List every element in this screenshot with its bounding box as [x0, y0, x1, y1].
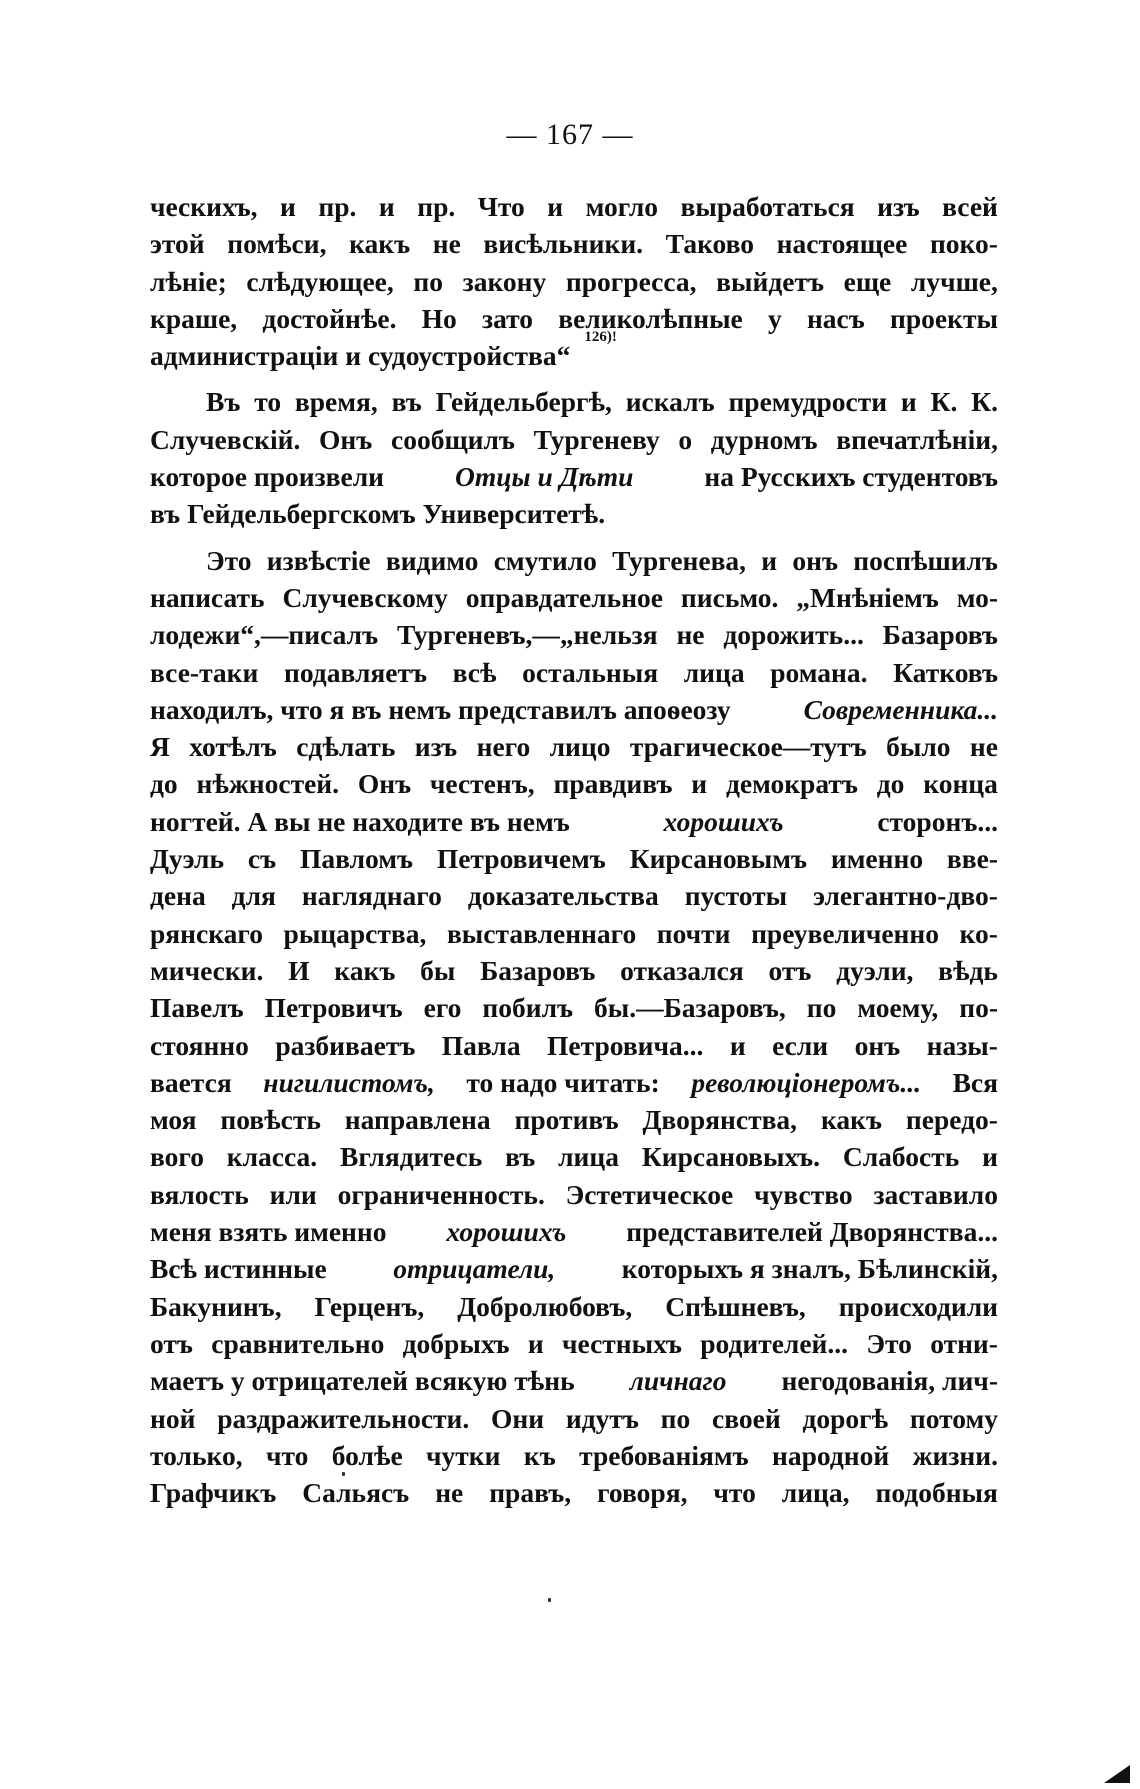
word: мо-: [956, 581, 998, 613]
word: Павломъ: [299, 843, 413, 875]
word: Эстетическое: [565, 1178, 734, 1210]
text-line: [150, 691, 998, 728]
word: рыцарства,: [283, 917, 427, 949]
word: жизни.: [912, 1439, 998, 1471]
word: дена: [150, 880, 206, 912]
word: передо-: [905, 1104, 998, 1136]
text-line: [150, 1325, 998, 1362]
word: зато: [482, 302, 534, 334]
word: демократъ: [725, 768, 858, 800]
word: Дворянства,: [642, 1104, 798, 1136]
word: ческихъ,: [150, 191, 258, 222]
word: Бакунинъ,: [150, 1290, 282, 1322]
word: все-таки: [150, 656, 259, 688]
word: Таково: [665, 228, 755, 260]
line-text: негодованія, лич-: [781, 1365, 998, 1397]
word: бы.—Базаровъ,: [594, 992, 786, 1024]
word: лодежи“,—писалъ: [150, 619, 379, 651]
word: сравнительно: [211, 1327, 385, 1359]
word: сдѣлать: [296, 731, 396, 763]
word: Они: [491, 1402, 545, 1434]
word: настоящее: [776, 228, 908, 260]
text-line: [150, 1064, 998, 1101]
word: Слабость: [842, 1141, 960, 1173]
word: Сальясъ: [302, 1477, 410, 1509]
text-line: [150, 840, 998, 877]
text-line: [150, 1288, 998, 1325]
text-line: [150, 1400, 998, 1437]
text-line: [150, 1027, 998, 1064]
text-line: [150, 542, 998, 579]
word: ограниченность.: [337, 1178, 545, 1210]
word: Но: [421, 302, 457, 334]
word: только,: [150, 1439, 243, 1471]
word: Тургеневу: [533, 423, 660, 455]
word: Я: [150, 731, 170, 763]
word: Вглядитесь: [340, 1141, 483, 1173]
text-line: [150, 1138, 998, 1175]
word: раздражительности.: [217, 1402, 470, 1434]
word: остальныя: [522, 656, 659, 688]
word: видимо: [385, 544, 479, 576]
word: потому: [909, 1402, 998, 1434]
italic-word: личнаго: [629, 1365, 727, 1397]
word: извѣстіе: [266, 544, 371, 576]
word: Базаровъ: [480, 954, 596, 986]
word: бы: [420, 954, 456, 986]
text-line: [150, 579, 998, 616]
text-line: [150, 989, 998, 1026]
word: моя: [150, 1104, 197, 1136]
word: стоянно: [150, 1029, 249, 1061]
word: этой: [150, 228, 205, 260]
word: для: [231, 880, 276, 912]
word: слѣдующее,: [246, 265, 394, 297]
word: мически.: [150, 954, 264, 986]
word: чувство: [754, 1178, 853, 1210]
word: лицо: [549, 731, 611, 763]
word: Тургенева,: [612, 544, 747, 576]
word: К.: [930, 386, 958, 418]
word: И: [288, 954, 310, 986]
word: и: [691, 768, 708, 800]
word: какъ: [820, 1104, 883, 1136]
word: Дуэль: [150, 843, 225, 875]
word: пр.: [417, 191, 456, 222]
text-line: [150, 1213, 998, 1250]
text-line: [150, 458, 998, 495]
italic-title: Современника...: [803, 693, 998, 725]
word: Павелъ: [150, 992, 244, 1024]
word: висѣльники.: [483, 228, 644, 260]
word: прогресса,: [565, 265, 697, 297]
word: отъ: [150, 1327, 193, 1359]
word: своей: [712, 1402, 781, 1434]
word: него: [476, 731, 531, 763]
word: премудрости: [728, 386, 888, 418]
text-line: [150, 383, 998, 420]
word: чутки: [426, 1439, 501, 1471]
word: достойнѣе.: [262, 302, 397, 334]
word: по: [413, 265, 443, 297]
word: и: [527, 1327, 544, 1359]
word: К.: [971, 386, 998, 418]
italic-word: революціонеромъ...: [691, 1066, 922, 1098]
word: нагляднаго: [301, 880, 442, 912]
word: вялость: [150, 1178, 249, 1210]
word: „Мнѣніемъ: [796, 581, 939, 613]
scan-speck: [548, 1598, 551, 1602]
word: изъ: [414, 731, 458, 763]
word: съ: [247, 843, 277, 875]
word: и: [900, 386, 917, 418]
word: что: [713, 1477, 756, 1509]
word: то: [254, 386, 282, 418]
word: дуэли,: [836, 954, 914, 986]
word: и: [982, 1141, 998, 1173]
word: Онъ: [319, 423, 373, 455]
word: лица,: [781, 1477, 850, 1509]
word: выставленнаго: [446, 917, 637, 949]
word: онъ: [854, 1029, 901, 1061]
word: оправдательное: [465, 581, 663, 613]
text-line: [150, 952, 998, 989]
word: романа.: [770, 656, 868, 688]
line-text: Всѣ истинные: [150, 1253, 327, 1285]
word: сообщилъ: [390, 423, 515, 455]
word: дурномъ: [710, 423, 818, 455]
word: Случевскому: [282, 581, 448, 613]
text-line: [150, 877, 998, 914]
word: Это: [206, 544, 252, 576]
word: впечатлѣніи,: [836, 423, 998, 455]
text-line: [150, 803, 998, 840]
word: элегантно-дво-: [813, 880, 998, 912]
text-line: [150, 263, 998, 300]
word: было: [886, 731, 951, 763]
word: честныхъ: [562, 1327, 682, 1359]
italic-word: отрицатели,: [393, 1253, 556, 1285]
word: до: [150, 768, 178, 800]
word: и: [547, 191, 564, 222]
word: его: [423, 992, 462, 1024]
word: Кирсановыхъ.: [641, 1141, 821, 1173]
text-line: [150, 915, 998, 952]
word: еще: [843, 265, 892, 297]
word: Петровичъ: [264, 992, 403, 1024]
text-line: [150, 1250, 998, 1287]
text-line: [150, 654, 998, 691]
word: если: [772, 1029, 829, 1061]
word: Петровича...: [547, 1029, 704, 1061]
word: Герценъ,: [314, 1290, 425, 1322]
text-line: [150, 188, 998, 225]
word: къ: [523, 1439, 556, 1471]
word: поспѣшилъ: [853, 544, 998, 576]
word: именно: [830, 843, 924, 875]
word: происходили: [838, 1290, 998, 1322]
word: дорожить...: [723, 619, 864, 651]
word: великолѣпные: [558, 302, 743, 334]
word: направлена: [344, 1104, 491, 1136]
word: время,: [294, 386, 378, 418]
word: онъ: [792, 544, 839, 576]
text-line: [150, 300, 998, 337]
word: закону: [462, 265, 547, 297]
word: добрыхъ: [402, 1327, 510, 1359]
word: и: [280, 191, 296, 222]
word: болѣе: [331, 1439, 403, 1471]
word: Въ: [206, 386, 241, 418]
word: до: [876, 768, 905, 800]
word: Случевскій.: [150, 423, 301, 455]
word: и: [378, 191, 395, 222]
word: выйдетъ: [716, 265, 824, 297]
line-text: въ Гейдельбергскомъ Университетѣ.: [150, 498, 606, 530]
word: написать: [150, 581, 265, 613]
word: искалъ: [625, 386, 715, 418]
line-text: вается: [150, 1066, 232, 1098]
word: письмо.: [680, 581, 779, 613]
word: помѣси,: [227, 228, 327, 260]
text-line: [150, 421, 998, 458]
word: выработаться: [680, 191, 855, 222]
word: лучше,: [910, 265, 998, 297]
word: Добролюбовъ,: [457, 1290, 633, 1322]
word: поко-: [929, 228, 998, 260]
word: пр.: [318, 191, 357, 222]
word: народной: [772, 1439, 890, 1471]
italic-word: нигилистомъ,: [263, 1066, 435, 1098]
word: не: [435, 1477, 464, 1509]
word: заставило: [873, 1178, 998, 1210]
word: лѣніе;: [150, 265, 227, 297]
word: не: [432, 228, 461, 260]
word: по: [660, 1402, 691, 1434]
word: конца: [923, 768, 998, 800]
word: въ: [505, 1141, 536, 1173]
text-line: [150, 728, 998, 765]
word: почти: [656, 917, 731, 949]
word: отказался: [620, 954, 744, 986]
word: побилъ: [482, 992, 574, 1024]
word: правдивъ: [553, 768, 673, 800]
word: и: [729, 1029, 746, 1061]
word: могло: [585, 191, 659, 222]
word: Павла: [441, 1029, 521, 1061]
word: смутило: [493, 544, 597, 576]
word: назы-: [926, 1029, 998, 1061]
word: краше,: [150, 302, 238, 334]
word: вве-: [946, 843, 998, 875]
line-text: ногтей. А вы не находите въ немъ: [150, 805, 570, 837]
word: не: [969, 731, 998, 763]
word: требованіямъ: [579, 1439, 749, 1471]
word: изъ: [877, 191, 920, 222]
line-text: которыхъ я зналъ, Бѣлинскій,: [621, 1253, 998, 1285]
line-text: Вся: [952, 1066, 998, 1098]
word: по-: [959, 992, 998, 1024]
word: всей: [942, 191, 998, 222]
scan-corner-mark: [1104, 1765, 1130, 1783]
word: какъ: [334, 954, 396, 986]
word: какъ: [349, 228, 411, 260]
word: о: [678, 423, 693, 455]
word: преувеличенно: [751, 917, 939, 949]
word: отъ: [768, 954, 812, 986]
footnote-ref: 126)!: [584, 329, 617, 346]
word: лица: [558, 1141, 619, 1173]
line-text: администраціи и судоустройства“: [150, 340, 571, 372]
word: и: [761, 544, 778, 576]
word: трагическое—тутъ: [629, 731, 867, 763]
word: ко-: [959, 917, 998, 949]
word: что: [265, 1439, 309, 1471]
word: противъ: [514, 1104, 619, 1136]
text-line: [150, 1474, 998, 1511]
word: насъ: [806, 302, 865, 334]
text-line: [150, 329, 998, 374]
word: Базаровъ: [882, 619, 998, 651]
text-line: [150, 1176, 998, 1213]
word: рянскаго: [150, 917, 263, 949]
word: родителей...: [700, 1327, 849, 1359]
word: подобныя: [875, 1477, 998, 1509]
word: Тургеневъ,—„нельзя: [396, 619, 658, 651]
word: Графчикъ: [150, 1477, 277, 1509]
word: моему,: [857, 992, 939, 1024]
text-line: [150, 1437, 998, 1474]
word: Гейдельбергѣ,: [435, 386, 612, 418]
line-text: представителей Дворянства...: [626, 1216, 998, 1248]
italic-title: Отцы и Дѣти: [454, 461, 634, 493]
word: Что: [477, 191, 525, 222]
word: класса.: [226, 1141, 318, 1173]
word: честенъ,: [429, 768, 535, 800]
text-line: [150, 225, 998, 262]
word: Петровичемъ: [436, 843, 606, 875]
word: дорогѣ: [802, 1402, 889, 1434]
word: идутъ: [565, 1402, 639, 1434]
line-text: то надо читать:: [466, 1066, 660, 1098]
word: вого: [150, 1141, 204, 1173]
line-text: которое произвели: [150, 461, 385, 493]
italic-word: хорошихъ: [663, 805, 784, 837]
page-number: — 167 —: [506, 118, 634, 151]
word: повѣсть: [220, 1104, 321, 1136]
body-text: [150, 188, 998, 1511]
word: нѣжностей.: [196, 768, 340, 800]
text-line: [150, 765, 998, 802]
word: Катковъ: [893, 656, 998, 688]
scan-speck: [342, 1472, 345, 1476]
line-text: на Русскихъ студентовъ: [704, 461, 998, 493]
word: подавляетъ: [284, 656, 428, 688]
word: пустоты: [684, 880, 788, 912]
word: правъ,: [489, 1477, 572, 1509]
word: по: [806, 992, 837, 1024]
text-line: [150, 1362, 998, 1399]
word: въ: [391, 386, 422, 418]
word: говоря,: [597, 1477, 688, 1509]
italic-word: хорошихъ: [446, 1216, 567, 1248]
text-line: [150, 1101, 998, 1138]
word: Кирсановымъ: [629, 843, 808, 875]
word: ной: [150, 1402, 196, 1434]
word: проекты: [890, 302, 998, 334]
text-line: [150, 495, 998, 532]
word: Онъ: [357, 768, 412, 800]
word: всѣ: [452, 656, 497, 688]
word: Спѣшневъ,: [665, 1290, 806, 1322]
word: Это: [866, 1327, 912, 1359]
word: у: [767, 302, 782, 334]
text-line: [150, 616, 998, 653]
word: хотѣлъ: [189, 731, 277, 763]
word: вѣдь: [938, 954, 998, 986]
line-text: маетъ у отрицателей всякую тѣнь: [150, 1365, 575, 1397]
word: лица: [683, 656, 745, 688]
word: отни-: [930, 1327, 998, 1359]
word: доказательства: [467, 880, 659, 912]
line-text: находилъ, что я въ немъ представилъ апоѳеозу: [150, 693, 731, 725]
word: разбиваетъ: [275, 1029, 416, 1061]
line-text: сторонъ...: [877, 805, 998, 837]
line-text: меня взять именно: [150, 1216, 387, 1248]
word: или: [269, 1178, 317, 1210]
word: не: [676, 619, 705, 651]
